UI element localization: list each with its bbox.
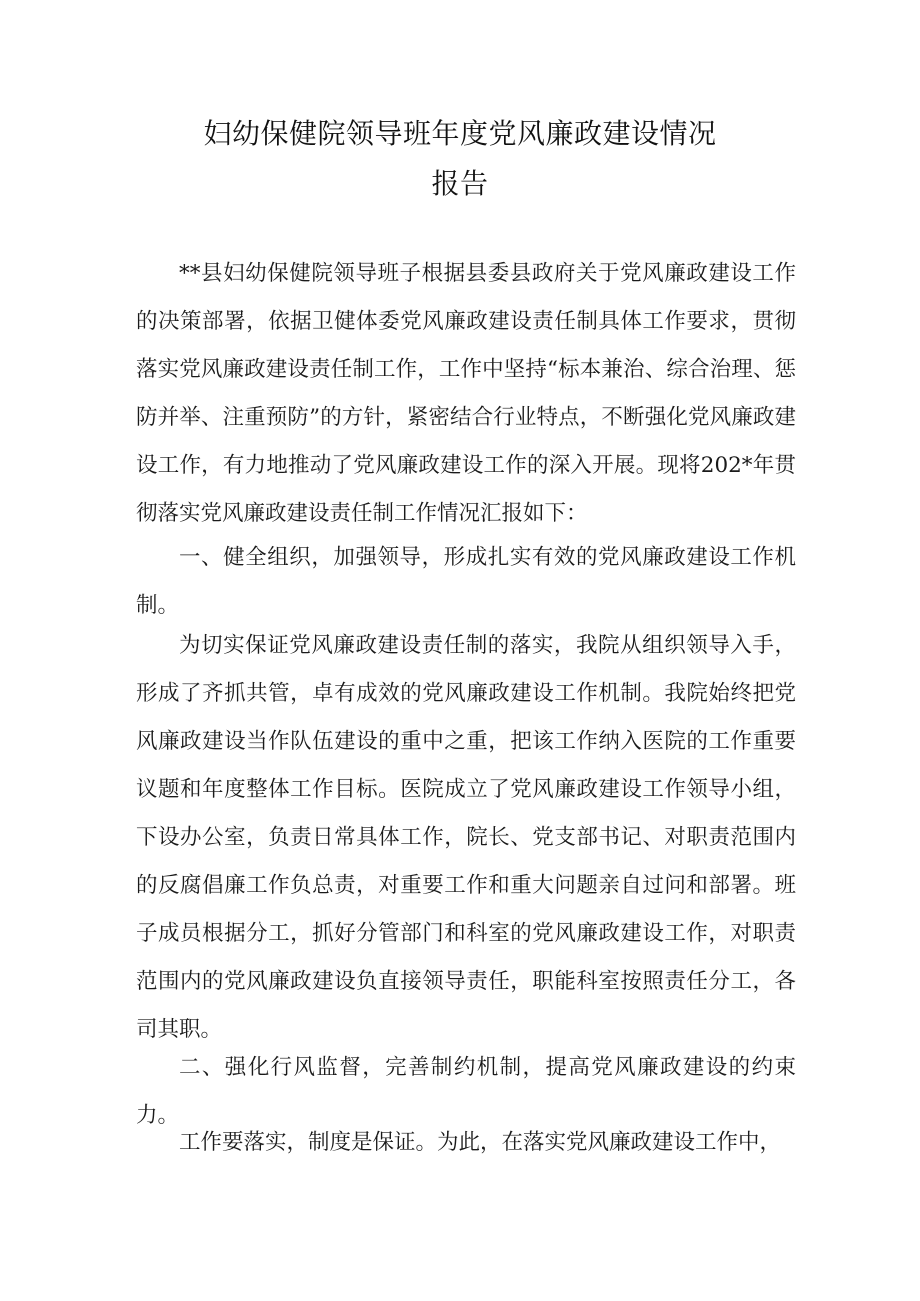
section-heading-2: 二、强化行风监督，完善制约机制，提高党风廉政建设的约束力。 [136, 1055, 796, 1128]
document-title-line-2: 报告 [431, 167, 489, 200]
paragraph-section-1-body: 为切实保证党风廉政建设责任制的落实，我院从组织领导入手，形成了齐抓共管，卓有成效的党风廉政建设工作机制。我院始终把党风廉政建设当作队伍建设的重中之重，把该工作纳入医院的工作重要议题和年度整体工作目标。医院成立了党风廉政建设工作领导小组，下设办公室，负责日常具体工作，院长、党支部书记、对职责范围内的反腐倡廉工作负总责，对重要工作和重大问题亲自过问和部署。班子成员根据分工，抓好分管部门和科室的党风廉政建设工作，对职责范围内的党风廉政建设负直接领导责任，职能科室按照责任分工，各司其职。 [136, 633, 796, 1042]
paragraph-intro: **县妇幼保健院领导班子根据县委县政府关于党风廉政建设工作的决策部署，依据卫健体委党风廉政建设责任制具体工作要求，贯彻落实党风廉政建设责任制工作，工作中坚持“标本兼治、综合治理、惩防并举、注重预防”的方针，紧密结合行业特点，不断强化党风廉政建设工作，有力地推动了党风廉政建设工作的深入开展。现将202*年贯彻落实党风廉政建设责任制工作情况汇报如下： [136, 261, 796, 526]
document-title-line-1: 妇幼保健院领导班年度党风廉政建设情况 [203, 117, 717, 150]
section-heading-1: 一、健全组织，加强领导，形成扎实有效的党风廉政建设工作机制。 [136, 545, 796, 618]
paragraph-section-2-body: 工作要落实，制度是保证。为此，在落实党风廉政建设工作中， [179, 1130, 782, 1155]
